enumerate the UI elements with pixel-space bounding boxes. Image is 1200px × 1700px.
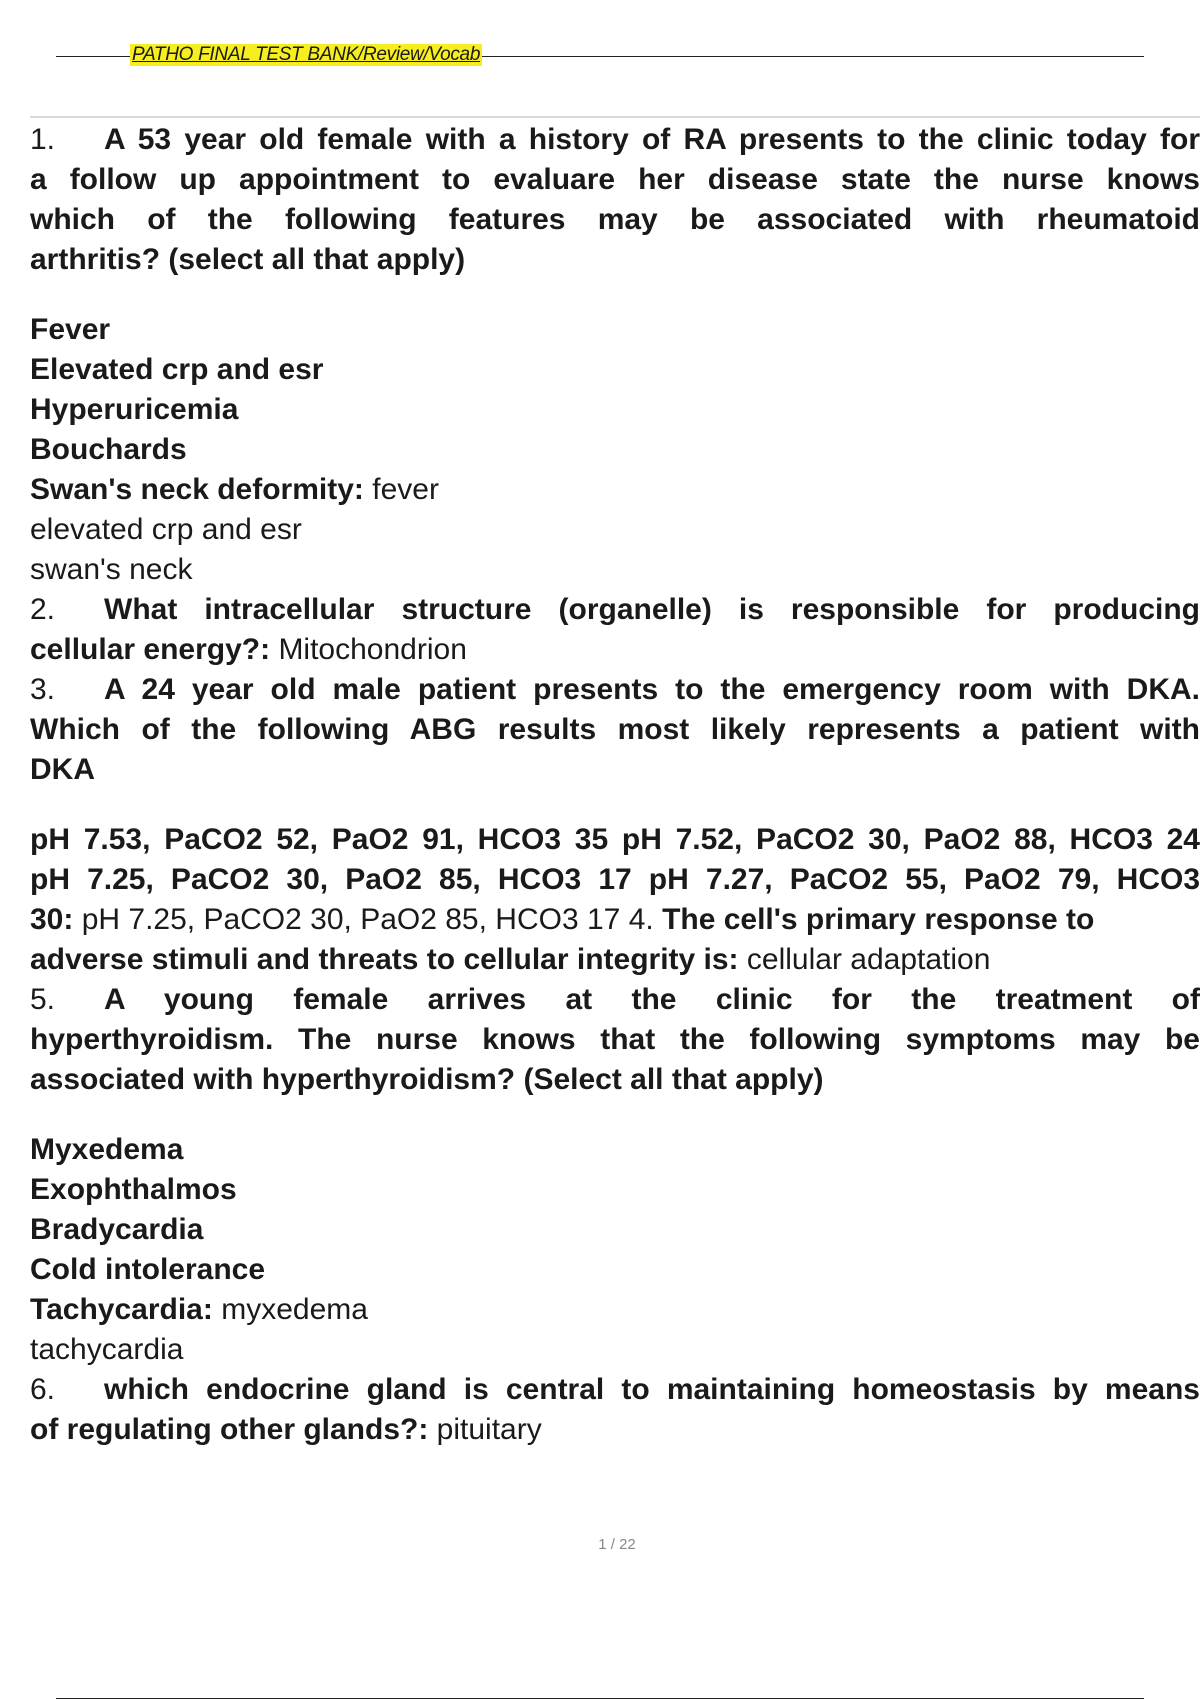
q1-option: Bouchards [30, 433, 187, 466]
q5-answer: tachycardia [30, 1333, 184, 1366]
q2-stem-line-2: cellular energy?: Mitochondrion [30, 633, 467, 666]
q1-option: Fever [30, 313, 111, 346]
spacer [30, 280, 1200, 310]
document-title: PATHO FINAL TEST BANK/Review/Vocab [132, 44, 481, 65]
q3-number: 3. [30, 673, 56, 706]
q5-last-option-row [30, 1290, 1200, 1330]
q1-number: 1. [30, 123, 56, 156]
q5-option: Myxedema [30, 1133, 184, 1166]
q1-option: Hyperuricemia [30, 393, 239, 426]
question-list [30, 120, 1200, 1450]
q5-answer: myxedema [221, 1293, 368, 1326]
q3-answer: pH 7.25, PaCO2 30, PaO2 85, HCO3 17 [81, 903, 621, 936]
q3-stem-line-2: Which of the following ABG results most likely represents a patient with [30, 713, 1200, 746]
q6-number: 6. [30, 1373, 56, 1406]
q5-option: Cold intolerance [30, 1253, 266, 1286]
q4-stem-line-2: adverse stimuli and threats to cellular integrity is: cellular adaptation [30, 943, 991, 976]
q1-option: Elevated crp and esr [30, 353, 324, 386]
q1-stem-line-3: which of the following features may be associated with rheumatoid [30, 203, 1200, 236]
q5-stem-line-3: associated with hyperthyroidism? (Select all that apply) [30, 1063, 824, 1096]
q5-option: Bradycardia [30, 1213, 204, 1246]
q5-option: Exophthalmos [30, 1173, 237, 1206]
q1-stem-line-1: 1. A 53 year old female with a history of RA presents to the clinic today for [30, 120, 1200, 160]
q1-stem-line-4: arthritis? (select all that apply) [30, 243, 466, 276]
q3-stem-line-3: DKA [30, 753, 95, 786]
q1-answer: elevated crp and esr [30, 513, 302, 546]
q5-stem-line-2: hyperthyroidism. The nurse knows that the following symptoms may be [30, 1023, 1200, 1056]
q4-number: 4. [628, 903, 654, 936]
q4-stem-line-1: The cell's primary response to [662, 903, 1095, 936]
q1-stem-line-2: a follow up appointment to evaluare her disease state the nurse knows [30, 163, 1200, 196]
q4-answer: cellular adaptation [746, 943, 991, 976]
q5-number: 5. [30, 983, 56, 1016]
q2-answer: Mitochondrion [278, 633, 467, 666]
q1-option: Swan's neck deformity: [30, 473, 364, 506]
q6-stem-line-2: of regulating other glands?: pituitary [30, 1413, 542, 1446]
page-number: 1 / 22 [598, 1536, 636, 1553]
header-separator [30, 116, 1200, 118]
q1-answer: swan's neck [30, 553, 193, 586]
q5-option: Tachycardia: [30, 1293, 213, 1326]
spacer [30, 790, 1200, 820]
footer-rule [56, 1698, 1144, 1699]
q3-options-line-1: pH 7.53, PaCO2 52, PaO2 91, HCO3 35 pH 7.52, PaCO2 30, PaO2 88, HCO3 24 [30, 823, 1200, 856]
q3-q4-line: 30: pH 7.25, PaCO2 30, PaO2 85, HCO3 17 4. The cell's primary response to [30, 903, 1095, 936]
q5-stem-line-1: 5. A young female arrives at the clinic for the treatment of [30, 980, 1200, 1020]
q2-stem-line-1: 2. What intracellular structure (organelle) is responsible for producing [30, 590, 1200, 630]
q6-answer: pituitary [436, 1413, 542, 1446]
q1-answer: fever [372, 473, 439, 506]
q1-last-option-row [30, 470, 1200, 510]
q6-stem-line-1: 6. which endocrine gland is central to maintaining homeostasis by means [30, 1370, 1200, 1410]
q3-options-line-2: pH 7.25, PaCO2 30, PaO2 85, HCO3 17 pH 7.27, PaCO2 55, PaO2 79, HCO3 [30, 863, 1200, 896]
q2-number: 2. [30, 593, 56, 626]
spacer [30, 1100, 1200, 1130]
q3-stem-line-1: 3. A 24 year old male patient presents to the emergency room with DKA. [30, 670, 1200, 710]
